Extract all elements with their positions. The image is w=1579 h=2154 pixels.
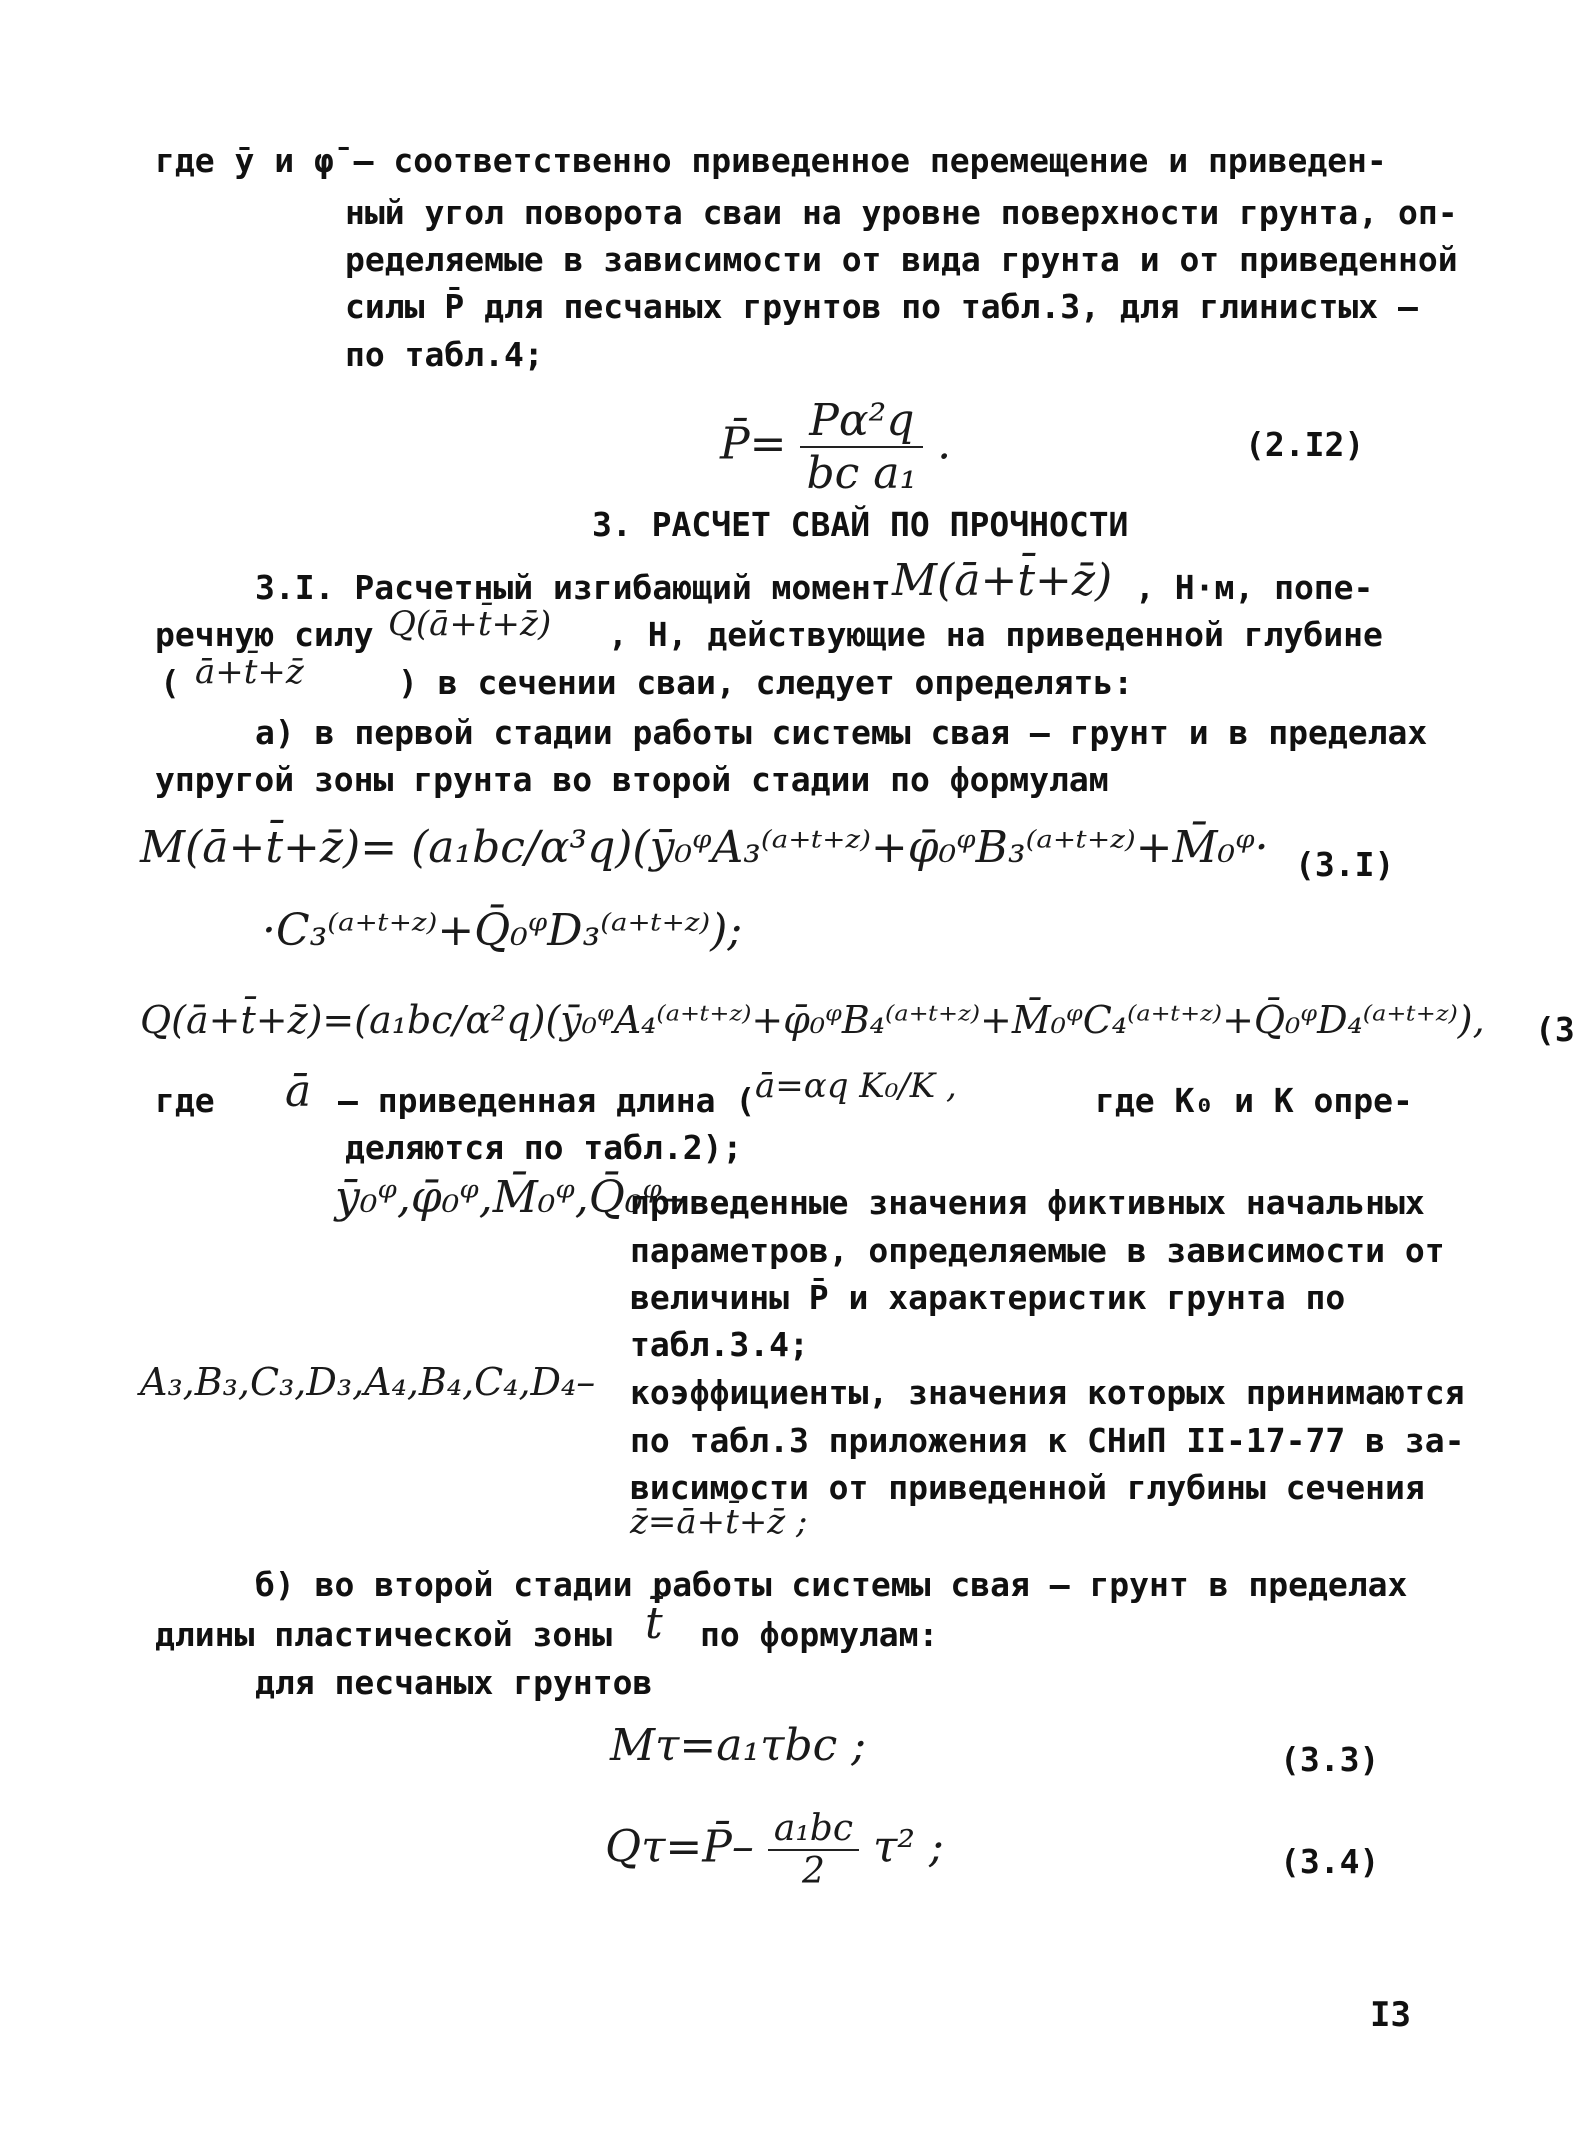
equation-number: (3.I) — [1295, 845, 1395, 884]
text-line: по табл.3 приложения к СНиП II-17-77 в за- — [630, 1421, 1465, 1460]
eq-fraction — [800, 395, 923, 499]
equation-number: (3.3) — [1280, 1740, 1380, 1779]
text-line: – приведенная длина ( — [338, 1081, 756, 1120]
inline-math: ā+t̄+z̄ — [195, 652, 304, 692]
text-line: ный угол поворота сваи на уровне поверхности грунта, оп- — [345, 193, 1458, 232]
text-line: ( — [160, 663, 180, 702]
equation-3-2: Q(ā+t̄+z̄)=(a₁bc/α²q)(ȳ₀ᵠA₄⁽ᵃ⁺ᵗ⁺ᶻ⁾+φ̄₀ᵠB₄⁽ᵃ⁺ᵗ⁺ᶻ⁾+M̄₀ᵠC₄⁽ᵃ⁺ᵗ⁺ᶻ⁾+Q̄₀ᵠD₄⁽ᵃ⁺ᵗ⁺ᶻ⁾), — [140, 998, 1485, 1042]
text-line: ) в сечении сваи, следует определять: — [398, 663, 1134, 702]
eq-numerator: a₁bc — [768, 1808, 859, 1851]
inline-math: ȳ₀ᵠ,φ̄₀ᵠ,M̄₀ᵠ,Q̄₀ᵠ– — [335, 1172, 684, 1223]
section-heading: 3. РАСЧЕТ СВАЙ ПО ПРОЧНОСТИ — [592, 505, 1129, 544]
text-line: висимости от приведенной глубины сечения — [630, 1468, 1425, 1507]
text-line: упругой зоны грунта во второй стадии по формулам — [155, 760, 1109, 799]
eq-denominator: 2 — [801, 1851, 825, 1892]
text-line: параметров, определяемые в зависимости от — [630, 1231, 1445, 1270]
eq-tail: . — [937, 418, 952, 470]
eq-lhs: P̄= — [720, 418, 787, 470]
text-line: ределяемые в зависимости от вида грунта и от приведенной — [345, 240, 1458, 279]
text-line: величины P̄ и характеристик грунта по — [630, 1278, 1346, 1317]
text-line: по табл.4; — [345, 335, 544, 374]
text-line: по формулам: — [700, 1615, 939, 1654]
equation-3-3: Mτ=a₁τbc ; — [610, 1720, 867, 1771]
inline-math: ā=αq K₀/K , — [755, 1066, 957, 1106]
text-line: , Н, действующие на приведенной глубине — [608, 615, 1383, 654]
eq-lhs: Qτ=P̄– — [605, 1821, 754, 1873]
inline-math: ā — [285, 1066, 312, 1117]
inline-math: M(ā+t̄+z̄) — [892, 555, 1113, 606]
equation-number: (3 — [1535, 1010, 1575, 1049]
inline-math: t̄ — [645, 1598, 663, 1649]
text-line: приведенные значения фиктивных начальных — [630, 1183, 1425, 1222]
text-line: где — [155, 1081, 215, 1120]
text-line: для песчаных грунтов — [255, 1663, 653, 1702]
inline-math: Q(ā+t̄+z̄) — [388, 604, 552, 644]
text-line: где ȳ и φ̄ – соответственно приведенное перемещение и приведен- — [155, 141, 1387, 180]
text-line: табл.3.4; — [630, 1325, 809, 1364]
text-line: где K₀ и K опре- — [1095, 1081, 1413, 1120]
text-line: речную силу — [155, 615, 374, 654]
equation-number: (3.4) — [1280, 1842, 1380, 1881]
eq-tail: τ² ; — [873, 1821, 944, 1873]
text-line: 3.I. Расчетный изгибающий момент — [255, 568, 891, 607]
text-line: а) в первой стадии работы системы свая – грунт и в пределах — [255, 713, 1428, 752]
text-line: длины пластической зоны — [155, 1615, 612, 1654]
equation-3-1-line1: M(ā+t̄+z̄)= (a₁bc/α³q)(ȳ₀ᵠA₃⁽ᵃ⁺ᵗ⁺ᶻ⁾+φ̄₀ᵠB₃⁽ᵃ⁺ᵗ⁺ᶻ⁾+M̄₀ᵠ· — [140, 822, 1269, 873]
text-line: деляются по табл.2); — [345, 1128, 743, 1167]
equation-number: (2.I2) — [1245, 425, 1365, 464]
equation-3-4 — [605, 1808, 944, 1892]
inline-math: z̄=ā+t̄+z̄ ; — [630, 1502, 808, 1542]
eq-fraction — [768, 1808, 859, 1892]
eq-denominator: bc a₁ — [806, 448, 918, 499]
text-line: б) во второй стадии работы системы свая – грунт в пределах — [255, 1565, 1408, 1604]
equation-3-1-line2: ·C₃⁽ᵃ⁺ᵗ⁺ᶻ⁾+Q̄₀ᵠD₃⁽ᵃ⁺ᵗ⁺ᶻ⁾); — [262, 905, 743, 956]
eq-numerator: Pα²q — [800, 395, 923, 448]
text-line: , Н·м, попе- — [1135, 568, 1374, 607]
text-line: силы P̄ для песчаных грунтов по табл.3, для глинистых – — [345, 287, 1418, 326]
inline-math: A₃,B₃,C₃,D₃,A₄,B₄,C₄,D₄– — [140, 1360, 596, 1404]
page-number: I3 — [1370, 1995, 1411, 2035]
text-line: коэффициенты, значения которых принимаются — [630, 1373, 1465, 1412]
equation-2-12 — [720, 395, 951, 499]
